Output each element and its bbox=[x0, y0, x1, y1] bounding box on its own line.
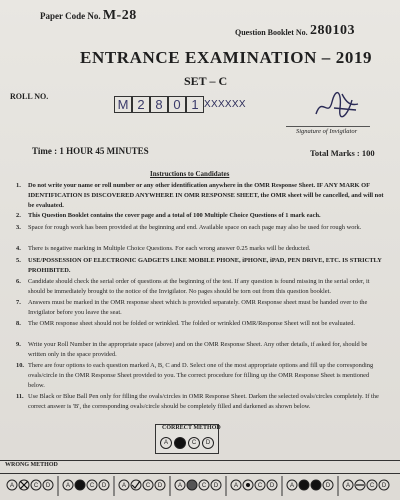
svg-text:D: D bbox=[101, 483, 107, 489]
roll-digit-box[interactable]: M bbox=[114, 96, 132, 113]
instruction-item: 4. There is negative marking in Multiple Choice Questions. For each wrong answer 0.25 marks will be deducted. bbox=[16, 245, 311, 252]
instruction-item: 5. USE/POSSESSION OF ELECTRONIC GADGETS LIKE MOBILE PHONE, iPHONE, iPAD, PEN DRIVE, ETC. IS STRICTLY PROHIBITED. bbox=[16, 257, 382, 274]
instruction-item: 8. The OMR response sheet should not be folded or wrinkled. The folded or wrinkled OMR/Response Sheet will not be evaluated. bbox=[16, 320, 355, 327]
svg-text:A: A bbox=[289, 483, 295, 489]
svg-text:D: D bbox=[269, 483, 275, 489]
svg-text:A: A bbox=[177, 483, 183, 489]
signature-line bbox=[286, 126, 370, 127]
exam-time: Time : 1 HOUR 45 MINUTES bbox=[32, 146, 149, 156]
svg-text:C: C bbox=[89, 483, 95, 489]
question-booklet-number: 280103 bbox=[310, 23, 355, 38]
svg-text:A: A bbox=[9, 483, 15, 489]
option-bubble: D bbox=[202, 437, 214, 449]
roll-digit-box[interactable]: 0 bbox=[168, 96, 186, 113]
question-booklet-label: Question Booklet No. bbox=[235, 28, 308, 37]
svg-text:D: D bbox=[381, 483, 387, 489]
instruction-item: 3. Space for rough work has been provided at the beginning and end. Available space on each page may also be used for rough work. bbox=[16, 224, 362, 231]
svg-text:A: A bbox=[121, 483, 127, 489]
svg-text:C: C bbox=[145, 483, 151, 489]
wrong-method-label: WRONG METHOD bbox=[5, 462, 58, 468]
paper-code-label: Paper Code No. bbox=[40, 11, 101, 21]
option-bubble-filled bbox=[174, 437, 186, 449]
invigilator-signature bbox=[312, 88, 362, 122]
roll-digit-box[interactable]: 8 bbox=[150, 96, 168, 113]
svg-text:A: A bbox=[65, 483, 71, 489]
signature-label: Signature of Invigilator bbox=[296, 128, 358, 135]
svg-text:C: C bbox=[33, 483, 39, 489]
instruction-item: 2. This Question Booklet contains the cover page and a total of 100 Multiple Choice Questions of 1 mark each. bbox=[16, 212, 321, 219]
instruction-item: 6. Candidate should check the serial order of questions at the beginning of the test. If any question is found missing in the serial order, it should be immediately brought to the notice of the Invigilator. No pages should be torn out from this question booklet. bbox=[16, 278, 370, 295]
svg-text:D: D bbox=[213, 483, 219, 489]
roll-digit-box[interactable]: 2 bbox=[132, 96, 150, 113]
instruction-item: 7. Answers must be marked in the OMR response sheet which is provided separately. OMR Response sheet must be handed over to the Invigilator before you leave the seat. bbox=[16, 299, 368, 316]
svg-text:D: D bbox=[325, 483, 331, 489]
svg-text:A: A bbox=[233, 483, 239, 489]
svg-text:D: D bbox=[45, 483, 51, 489]
page-title: ENTRANCE EXAMINATION – 2019 bbox=[80, 48, 373, 67]
paper-code bbox=[40, 8, 137, 24]
instruction-item: 1. Do not write your name or roll number or any other identification anywhere in the OMR Response Sheet. IF ANY MARK OF IDENTIFICATION IS DISCOVERED ANYWHERE IN OMR RESPONSE SHEET, the OMR sheet will be cancelled, and will not be evaluated. bbox=[16, 182, 384, 209]
svg-text:A: A bbox=[345, 483, 351, 489]
total-marks: Total Marks : 100 bbox=[310, 148, 375, 158]
roll-masked-digits: XXXXXX bbox=[204, 99, 246, 110]
option-bubble: C bbox=[188, 437, 200, 449]
roll-digit-box[interactable]: 1 bbox=[186, 96, 204, 113]
paper-code-value: M-28 bbox=[102, 8, 137, 23]
option-bubble: A bbox=[160, 437, 172, 449]
svg-text:C: C bbox=[201, 483, 207, 489]
instruction-item: 11. Use Black or Blue Ball Pen only for filling the ovals/circles in OMR Response Sheet. Darken the selected ovals/circles completely. If the correct answer is 'B', the corresponding ovals/circle should be completely filled and darkened as shown below. bbox=[16, 393, 379, 410]
instructions-title: Instructions to Candidates bbox=[150, 170, 230, 178]
svg-text:C: C bbox=[257, 483, 263, 489]
roll-no-label: ROLL NO. bbox=[10, 92, 49, 101]
svg-text:D: D bbox=[157, 483, 163, 489]
divider bbox=[0, 473, 400, 474]
set-label: SET – C bbox=[184, 74, 228, 88]
svg-text:C: C bbox=[369, 483, 375, 489]
instruction-item: 9. Write your Roll Number in the appropriate space (above) and on the OMR Response Sheet. Any other details, if asked for, should be written only in the space provided. bbox=[16, 341, 368, 358]
instruction-item: 10. There are four options to each question marked A, B, C and D. Select one of the most appropriate options and fill up the corresponding ovals/circle in the OMR Response Sheet provided to you. The correct procedure for filling up the OMR Response Sheet is mentioned below. bbox=[16, 362, 374, 389]
wrong-method-examples bbox=[4, 476, 396, 496]
correct-method-label: CORRECT METHOD bbox=[162, 425, 221, 431]
